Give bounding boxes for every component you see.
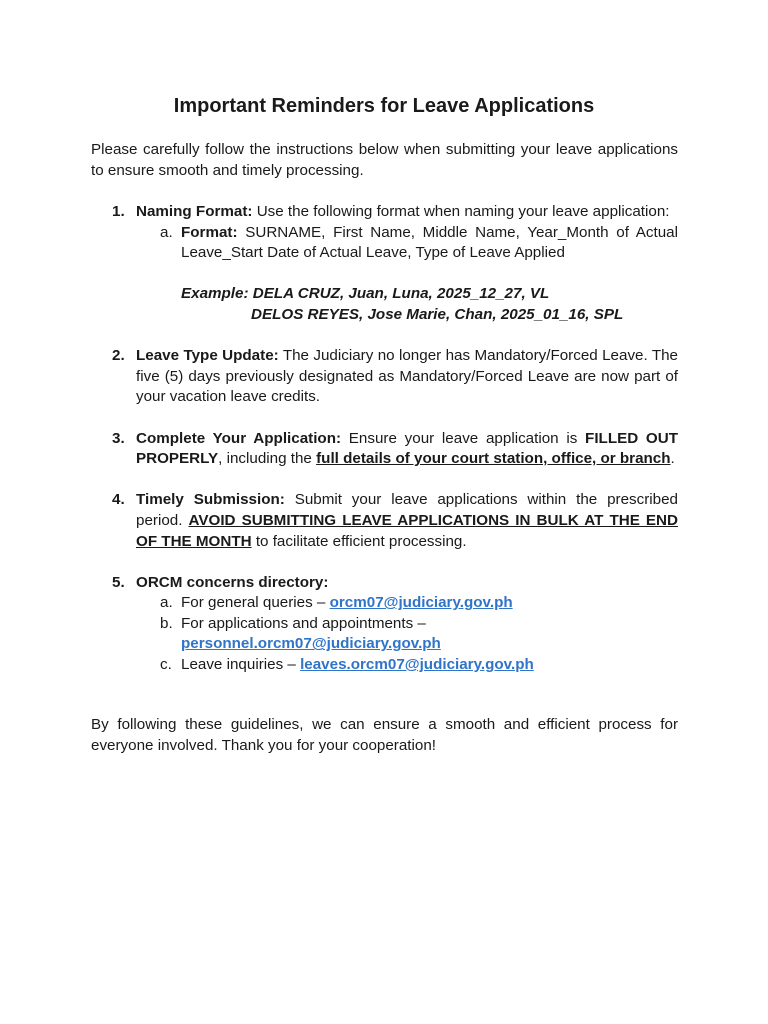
email-link-personnel[interactable]: personnel.orcm07@judiciary.gov.ph <box>181 635 441 653</box>
item-number: 5. <box>112 573 125 591</box>
sub-item-letter: a. <box>160 223 173 241</box>
contact-item-personnel <box>136 614 678 655</box>
example-label: Example: <box>181 285 249 303</box>
item-number: 1. <box>112 203 125 220</box>
item-text: The Judiciary no longer has Mandatory/Forced Leave. The five (5) days previously designated as Mandatory/Forced Leave are now part of your vacation leave credits. <box>136 347 678 406</box>
email-link-leaves[interactable]: leaves.orcm07@judiciary.gov.ph <box>300 656 534 674</box>
item-text: Submit your leave applications within the prescribed period. <box>136 491 678 529</box>
list-item-timely-submission <box>91 490 678 552</box>
email-link-general[interactable]: orcm07@judiciary.gov.ph <box>329 594 513 612</box>
item-text: , including the <box>218 450 312 468</box>
reminders-list <box>91 202 678 696</box>
naming-example <box>136 284 678 325</box>
item-heading: Complete Your Application: <box>136 429 342 447</box>
list-item-leave-type-update <box>91 346 678 408</box>
item-number: 3. <box>112 429 125 447</box>
item-heading: Naming Format: <box>136 203 253 220</box>
item-heading: Leave Type Update: <box>136 347 279 365</box>
contact-item-general <box>136 593 678 614</box>
item-text: Use the following format when naming your leave application: <box>256 203 670 220</box>
sub-item-letter: a. <box>160 594 173 612</box>
example-line-2: DELOS REYES, Jose Marie, Chan, 2025_01_16, SPL <box>251 305 624 323</box>
contact-item-leaves <box>136 655 678 676</box>
item-heading: ORCM concerns directory: <box>136 573 329 591</box>
sub-item-text: SURNAME, First Name, Middle Name, Year_Month of Actual Leave_Start Date of Actual Leave, Type of Leave Applied <box>181 223 678 262</box>
item-text: to facilitate efficient processing. <box>255 532 467 550</box>
item-underlined-emphasis: full details of your court station, office, or branch <box>316 450 671 468</box>
contact-label: For applications and appointments – <box>181 614 426 632</box>
sub-item-letter: b. <box>160 614 173 632</box>
item-underlined-emphasis: AVOID SUBMITTING LEAVE APPLICATIONS IN BULK AT THE END OF THE MONTH <box>136 511 678 550</box>
item-text: Ensure your leave application is <box>348 429 578 447</box>
list-item-orcm-directory <box>91 573 678 676</box>
contact-label: For general queries – <box>181 594 326 612</box>
item-number: 2. <box>112 347 125 365</box>
item-text: . <box>670 450 675 468</box>
closing-paragraph: By following these guidelines, we can ensure a smooth and efficient process for everyone involved. Thank you for your cooperation! <box>91 716 678 754</box>
sub-item-letter: c. <box>160 656 172 674</box>
list-item-naming-format <box>91 202 678 326</box>
list-item-complete-application <box>91 429 678 470</box>
item-number: 4. <box>112 491 125 509</box>
item-emphasis: FILLED OUT PROPERLY <box>136 429 678 468</box>
sub-item-heading: Format: <box>181 223 238 241</box>
example-line-1: DELA CRUZ, Juan, Luna, 2025_12_27, VL <box>252 285 550 303</box>
page-title: Important Reminders for Leave Applications <box>173 95 595 117</box>
item-heading: Timely Submission: <box>136 491 285 509</box>
intro-paragraph: Please carefully follow the instructions below when submitting your leave applications to ensure smooth and timely processing. <box>91 141 678 179</box>
sub-item-format <box>136 223 678 264</box>
contact-label: Leave inquiries – <box>181 656 296 674</box>
